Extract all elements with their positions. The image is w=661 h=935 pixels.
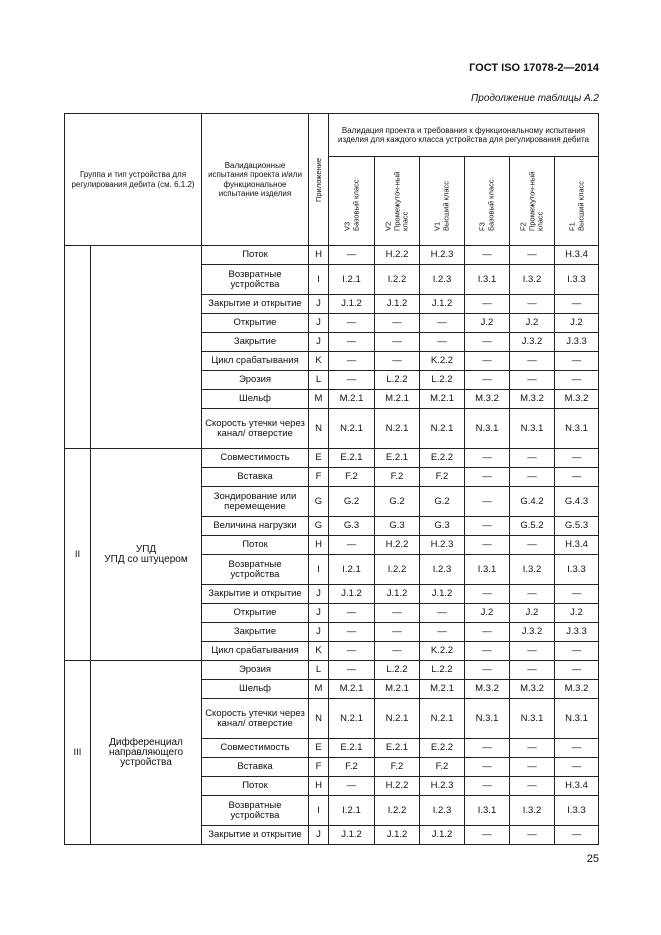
class-value: — [465,371,510,390]
class-value: I.2.1 [329,555,375,585]
class-value: N.2.1 [375,409,420,449]
class-value: H.2.2 [375,246,420,265]
class-value: — [420,623,465,642]
group-label [91,246,202,449]
validation-table [64,113,599,845]
class-value: H.2.2 [375,536,420,555]
class-value: E.2.1 [329,449,375,468]
class-value: — [510,661,555,680]
class-value: E.2.1 [329,739,375,758]
class-value: — [555,295,599,314]
table-row [65,246,599,265]
class-value: J.2 [510,604,555,623]
header-annex: Приложение [309,114,329,246]
annex-code: I [309,265,329,295]
class-value: E.2.1 [375,739,420,758]
class-value: J.1.2 [329,585,375,604]
class-value: — [375,352,420,371]
test-name: Шельф [202,680,309,699]
annex-code: H [309,246,329,265]
class-value: — [510,371,555,390]
test-name: Скорость утечки через канал/ отверстие [202,409,309,449]
class-value: J.1.2 [375,585,420,604]
class-value: L.2.2 [375,371,420,390]
class-value: G.5.2 [510,517,555,536]
class-value: J.2 [555,314,599,333]
class-value: — [510,826,555,845]
test-name: Поток [202,777,309,796]
class-value: I.2.3 [420,555,465,585]
class-value: — [329,623,375,642]
class-value: — [510,585,555,604]
class-value: F.2 [420,758,465,777]
class-value: F.2 [375,758,420,777]
group-number: II [65,449,91,661]
header-group: Группа и тип устройства для регулирования дебита (см. 6.1.2) [65,114,202,246]
table-row [65,449,599,468]
class-value: I.3.3 [555,265,599,295]
class-value: H.3.4 [555,777,599,796]
standard-number: ГОСТ ISO 17078-2—2014 [469,62,599,74]
class-value: G.2 [420,487,465,517]
class-value: — [465,352,510,371]
class-value: — [465,487,510,517]
class-value: — [329,536,375,555]
class-value: — [555,642,599,661]
header-class-v3: V3 Базовый класс [329,157,375,246]
class-value: — [510,536,555,555]
class-value: N.3.1 [465,409,510,449]
class-value: I.2.3 [420,265,465,295]
class-value: J.3.3 [555,333,599,352]
class-value: — [465,739,510,758]
test-name: Открытие [202,604,309,623]
class-value: I.3.1 [465,265,510,295]
class-value: E.2.1 [375,449,420,468]
class-value: — [465,777,510,796]
test-name: Закрытие [202,333,309,352]
class-value: J.3.2 [510,333,555,352]
class-value: — [555,585,599,604]
class-value: — [329,777,375,796]
class-value: — [329,352,375,371]
class-value: — [329,314,375,333]
class-value: — [510,739,555,758]
test-name: Закрытие и открытие [202,295,309,314]
annex-code: M [309,680,329,699]
class-value: — [375,314,420,333]
annex-code: F [309,758,329,777]
class-value: — [465,623,510,642]
class-value: I.2.3 [420,796,465,826]
class-value: L.2.2 [420,371,465,390]
class-value: F.2 [375,468,420,487]
group-label: УПД УПД со штуцером [91,449,202,661]
class-value: N.3.1 [555,409,599,449]
class-value: H.2.3 [420,246,465,265]
class-value: J.1.2 [329,295,375,314]
class-value: — [420,333,465,352]
class-value: — [375,642,420,661]
class-value: — [465,295,510,314]
annex-code: G [309,487,329,517]
class-value: L.2.2 [375,661,420,680]
class-value: — [329,333,375,352]
class-value: G.2 [375,487,420,517]
class-value: — [510,777,555,796]
class-value: — [465,758,510,777]
class-value: H.2.2 [375,777,420,796]
class-value: N.2.1 [375,699,420,739]
class-value: — [555,371,599,390]
class-value: H.3.4 [555,246,599,265]
annex-code: H [309,777,329,796]
class-value: J.2 [465,314,510,333]
annex-code: I [309,555,329,585]
class-value: J.1.2 [375,826,420,845]
class-value: E.2.2 [420,739,465,758]
test-name: Возвратные устройства [202,265,309,295]
class-value: J.2 [510,314,555,333]
test-name: Поток [202,536,309,555]
class-value: M.3.2 [510,390,555,409]
test-name: Возвратные устройства [202,555,309,585]
class-value: N.3.1 [465,699,510,739]
test-name: Закрытие и открытие [202,826,309,845]
class-value: — [375,333,420,352]
class-value: — [465,517,510,536]
header-class-f1: F1 Высший класс [555,157,599,246]
class-value: G.4.2 [510,487,555,517]
class-value: — [465,246,510,265]
annex-code: K [309,642,329,661]
class-value: — [465,536,510,555]
page-number: 25 [586,853,599,865]
group-number: III [65,661,91,845]
class-value: M.3.2 [555,390,599,409]
class-value: — [510,449,555,468]
class-value: M.3.2 [465,680,510,699]
test-name: Цикл срабатывания [202,642,309,661]
class-value: J.1.2 [375,295,420,314]
class-value: J.2 [465,604,510,623]
class-value: M.2.1 [420,390,465,409]
test-name: Вставка [202,468,309,487]
class-value: — [465,333,510,352]
class-value: — [329,371,375,390]
class-value: G.5.3 [555,517,599,536]
class-value: — [510,295,555,314]
annex-code: J [309,314,329,333]
annex-code: J [309,295,329,314]
class-value: N.3.1 [510,409,555,449]
test-name: Величина нагрузки [202,517,309,536]
class-value: M.2.1 [375,390,420,409]
class-value: J.1.2 [420,295,465,314]
test-name: Возвратные устройства [202,796,309,826]
class-value: H.2.3 [420,536,465,555]
class-value: — [420,604,465,623]
class-value: F.2 [329,758,375,777]
class-value: I.2.2 [375,555,420,585]
class-value: I.3.3 [555,796,599,826]
annex-code: J [309,585,329,604]
class-value: — [555,352,599,371]
table-row [65,661,599,680]
class-value: — [510,642,555,661]
class-value: K.2.2 [420,642,465,661]
class-value: F.2 [420,468,465,487]
class-value: N.2.1 [329,699,375,739]
group-number [65,246,91,449]
test-name: Эрозия [202,371,309,390]
annex-code: J [309,623,329,642]
annex-code: I [309,796,329,826]
class-value: — [375,604,420,623]
class-value: I.3.3 [555,555,599,585]
test-name: Вставка [202,758,309,777]
class-value: H.3.4 [555,536,599,555]
class-value: H.2.3 [420,777,465,796]
class-value: — [465,449,510,468]
class-value: N.2.1 [420,699,465,739]
class-value: N.2.1 [329,409,375,449]
class-value: M.2.1 [420,680,465,699]
class-value: E.2.2 [420,449,465,468]
annex-code: E [309,449,329,468]
class-value: — [555,661,599,680]
annex-code: J [309,826,329,845]
test-name: Эрозия [202,661,309,680]
class-value: K.2.2 [420,352,465,371]
class-value: — [510,758,555,777]
class-value: — [555,739,599,758]
class-value: I.2.1 [329,265,375,295]
class-value: G.3 [375,517,420,536]
annex-code: M [309,390,329,409]
annex-code: K [309,352,329,371]
class-value: I.2.2 [375,796,420,826]
class-value: — [465,642,510,661]
annex-code: E [309,739,329,758]
test-name: Зондирование или перемещение [202,487,309,517]
class-value: — [555,758,599,777]
class-value: — [465,661,510,680]
group-label: Дифференциал направляющего устройства [91,661,202,845]
header-class-f3: F3 Базовый класс [465,157,510,246]
header-validation: Валидация проекта и требования к функциональному испытания изделия для каждого класса устройства для регулирования дебита [329,114,599,157]
class-value: — [465,826,510,845]
class-value: — [555,449,599,468]
test-name: Совместимость [202,449,309,468]
class-value: — [329,642,375,661]
class-value: I.3.1 [465,555,510,585]
header-tests: Валидационные испытания проекта и/или функциональное испытание изделия [202,114,309,246]
test-name: Закрытие и открытие [202,585,309,604]
class-value: — [329,661,375,680]
header-class-v1: V1 Высший класс [420,157,465,246]
class-value: I.3.1 [465,796,510,826]
annex-code: G [309,517,329,536]
table-continuation: Продолжение таблицы А.2 [471,93,599,104]
test-name: Шельф [202,390,309,409]
class-value: M.3.2 [510,680,555,699]
class-value: — [510,246,555,265]
class-value: M.2.1 [375,680,420,699]
class-value: I.2.2 [375,265,420,295]
class-value: I.3.2 [510,265,555,295]
annex-code: F [309,468,329,487]
annex-code: J [309,604,329,623]
class-value: M.2.1 [329,680,375,699]
annex-code: L [309,371,329,390]
class-value: J.2 [555,604,599,623]
class-value: — [329,246,375,265]
class-value: N.3.1 [555,699,599,739]
class-value: G.3 [420,517,465,536]
class-value: G.2 [329,487,375,517]
class-value: — [555,468,599,487]
header-class-v2: V2 Промежуточ-ный класс [375,157,420,246]
test-name: Закрытие [202,623,309,642]
class-value: G.3 [329,517,375,536]
test-name: Скорость утечки через канал/ отверстие [202,699,309,739]
class-value: — [465,468,510,487]
class-value: F.2 [329,468,375,487]
test-name: Открытие [202,314,309,333]
class-value: L.2.2 [420,661,465,680]
class-value: — [375,623,420,642]
class-value: M.3.2 [555,680,599,699]
class-value: J.3.2 [510,623,555,642]
class-value: I.2.1 [329,796,375,826]
annex-code: L [309,661,329,680]
class-value: — [555,826,599,845]
class-value: N.2.1 [420,409,465,449]
class-value: J.1.2 [329,826,375,845]
class-value: J.1.2 [420,585,465,604]
test-name: Цикл срабатывания [202,352,309,371]
class-value: — [420,314,465,333]
class-value: I.3.2 [510,555,555,585]
annex-code: N [309,409,329,449]
test-name: Поток [202,246,309,265]
annex-code: J [309,333,329,352]
class-value: — [510,468,555,487]
class-value: I.3.2 [510,796,555,826]
test-name: Совместимость [202,739,309,758]
header-class-f2: F2 Промежуточ-ный класс [510,157,555,246]
annex-code: N [309,699,329,739]
class-value: — [465,585,510,604]
class-value: M.3.2 [465,390,510,409]
class-value: — [510,352,555,371]
annex-code: H [309,536,329,555]
class-value: J.3.3 [555,623,599,642]
class-value: N.3.1 [510,699,555,739]
class-value: G.4.3 [555,487,599,517]
class-value: M.2.1 [329,390,375,409]
class-value: — [329,604,375,623]
class-value: J.1.2 [420,826,465,845]
